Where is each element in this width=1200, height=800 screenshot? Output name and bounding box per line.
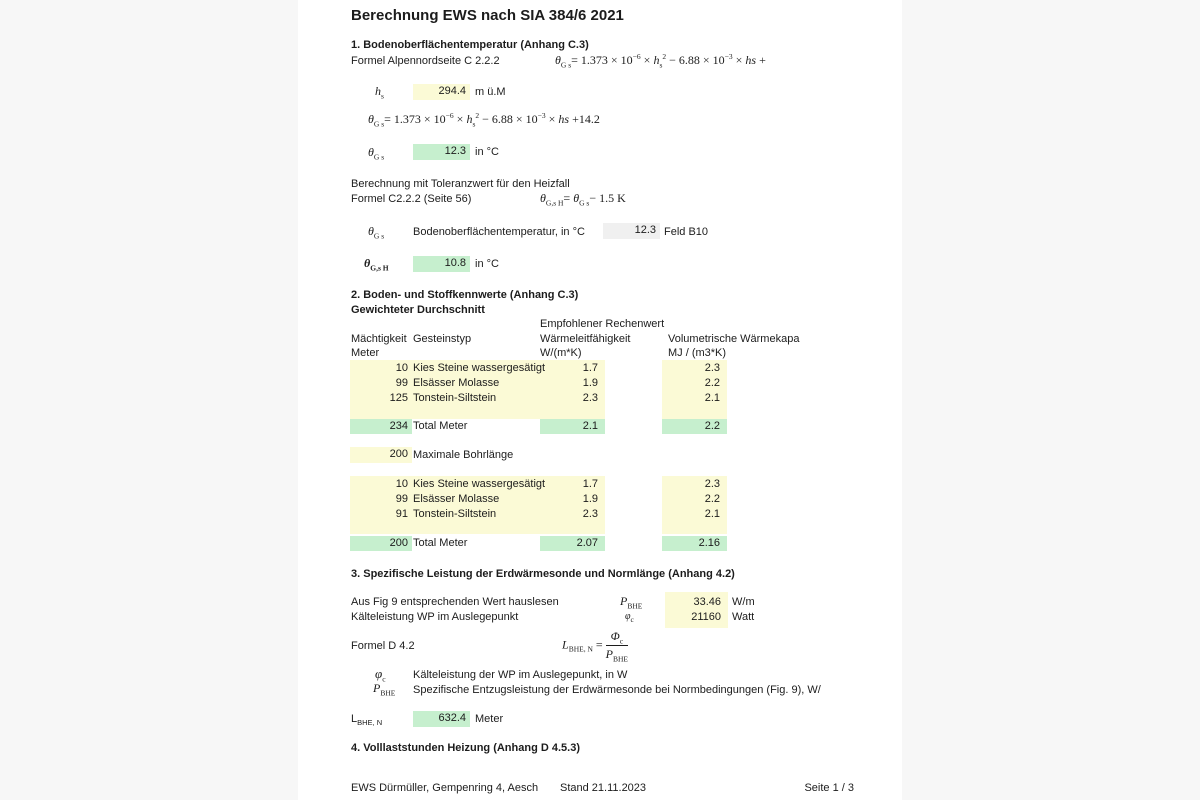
footer-date: Stand 21.11.2023 <box>560 782 647 794</box>
theta-gsh-symbol: $\theta_{G,s H}$ <box>364 256 389 273</box>
theta-gs-description: Bodenoberflächentemperatur, in °C <box>413 226 585 238</box>
theta-gs-unit: in °C <box>475 146 499 158</box>
section3-formula-label: Formel D 4.2 <box>351 640 415 652</box>
fraction-denominator: $P_{BHE}$ <box>605 647 628 664</box>
header-empfohlener-rechenwert: Empfohlener Rechenwert <box>540 318 665 330</box>
theta-gsh-unit: in °C <box>475 258 499 270</box>
conductivity-value: 2.3 <box>582 392 598 404</box>
thickness-value: 99 <box>395 377 408 389</box>
heat-capacity-value: 2.1 <box>704 392 720 404</box>
section2-subheading: Gewichteter Durchschnitt <box>351 304 485 316</box>
rock-type: Tonstein-Siltstein <box>413 508 497 520</box>
phi-value: 21160 <box>691 611 721 623</box>
formula-toleranz: $\theta_{G,s H}= \theta_{G s}- 1.5$ K <box>540 191 626 208</box>
total-conductivity-cell: 2.07 <box>540 536 605 551</box>
phi-row-label: Kälteleistung WP im Auslegepunkt <box>351 611 519 623</box>
pbhe-definition: Spezifische Entzugsleistung der Erdwärmesonde bei Normbedingungen (Fig. 9), W/ <box>413 684 821 696</box>
heat-capacity-value: 2.2 <box>704 377 720 389</box>
rock-type: Elsässer Molasse <box>413 493 500 505</box>
total-meters-cell: 200 <box>350 536 412 551</box>
total-heat-capacity-cell: 2.16 <box>662 536 727 551</box>
hs-unit: m ü.M <box>475 86 506 98</box>
conductivity-value: 1.9 <box>582 377 598 389</box>
p-bhe-symbol: $P_{BHE}$ <box>373 681 396 698</box>
conductivity-value: 1.7 <box>582 478 598 490</box>
pbhe-row-label: Aus Fig 9 entsprechenden Wert hauslesen <box>351 596 559 608</box>
l-bhen-result-cell: 632.4 <box>413 711 470 727</box>
theta-gs-symbol: $\theta_{G s}$ <box>368 145 385 162</box>
page-title: Berechnung EWS nach SIA 384/6 2021 <box>351 7 624 24</box>
theta-reference-cell: 12.3 <box>603 223 660 239</box>
toleranz-formula-label: Formel C2.2.2 (Seite 56) <box>351 193 472 205</box>
conductivity-value: 2.3 <box>582 508 598 520</box>
thickness-value: 10 <box>395 362 408 374</box>
conductivity-value: 1.9 <box>582 493 598 505</box>
theta-gsh-result-cell: 10.8 <box>413 256 470 272</box>
max-drill-length-cell: 200 <box>350 447 412 463</box>
thickness-value: 125 <box>389 392 408 404</box>
formula-norm-length: $L_{BHE, N}$ = $\frac{\Phi_c}{P_{BHE}}$ <box>562 629 628 664</box>
header-w-mk: W/(m*K) <box>540 347 582 359</box>
phi-c-symbol: $\varphi_c$ <box>375 666 386 684</box>
header-gesteinstyp: Gesteinstyp <box>413 333 472 345</box>
header-meter: Meter <box>351 347 380 359</box>
header-volumetrische-waermekapa: Volumetrische Wärmekapa <box>668 333 800 345</box>
pbhe-unit: W/m <box>732 596 755 608</box>
section1-formula-label: Formel Alpennordseite C 2.2.2 <box>351 55 500 67</box>
pbhe-value: 33.46 <box>693 596 721 608</box>
l-bhen-unit: Meter <box>475 713 504 725</box>
rock-type: Kies Steine wassergesätigt <box>413 362 546 374</box>
heat-capacity-value: 2.2 <box>704 493 720 505</box>
theta-gs-result-cell: 12.3 <box>413 144 470 160</box>
total-conductivity-cell: 2.1 <box>540 419 605 434</box>
section2-heading: 2. Boden- und Stoffkennwerte (Anhang C.3) <box>351 289 579 301</box>
theta-gs-symbol: $\theta_{G s}$ <box>368 224 385 241</box>
footer-project: EWS Dürmüller, Gempenring 4, Aesch <box>351 782 539 794</box>
phi-c-symbol: $\varphi_c$ <box>625 611 634 624</box>
total-label: Total Meter <box>413 420 468 432</box>
footer-page-number: Seite 1 / 3 <box>804 782 854 794</box>
phi-definition: Kälteleistung der WP im Auslegepunkt, in W <box>413 669 628 681</box>
total-meters-cell: 234 <box>350 419 412 434</box>
section4-heading: 4. Volllaststunden Heizung (Anhang D 4.5.3) <box>351 742 580 754</box>
fraction <box>606 629 628 662</box>
rock-type: Kies Steine wassergesätigt <box>413 478 546 490</box>
hs-symbol: $h_s$ <box>375 84 384 101</box>
thickness-value: 91 <box>395 508 408 520</box>
thickness-value: 99 <box>395 493 408 505</box>
heat-capacity-value: 2.3 <box>704 478 720 490</box>
toleranz-line: Berechnung mit Toleranzwert für den Heizfall <box>351 178 570 190</box>
thickness-value: 10 <box>395 478 408 490</box>
document-page <box>298 0 902 800</box>
phi-unit: Watt <box>732 611 755 623</box>
fraction-numerator: $\Phi_c$ <box>606 629 628 646</box>
hs-input-cell: 294.4 <box>413 84 470 100</box>
max-drill-length-label: Maximale Bohrlänge <box>413 449 514 461</box>
formula-surface-temperature-full: $\theta_{G s}= 1.373 \times 10^{-6} \times h_s^2 - 6.88 \times 10^{-3}$ × hs +14.2 <box>368 111 600 129</box>
total-label: Total Meter <box>413 537 468 549</box>
section3-heading: 3. Spezifische Leistung der Erdwärmesonde und Normlänge (Anhang 4.2) <box>351 568 735 580</box>
rock-type: Tonstein-Siltstein <box>413 392 497 404</box>
header-waermeleitfaehigkeit: Wärmeleitfähigkeit <box>540 333 631 345</box>
formula-surface-temperature: $\theta_{G s}= 1.373 \times 10^{-6} \times h_s^2 - 6.88 \times 10^{-3}$ × hs + <box>555 52 766 70</box>
total-heat-capacity-cell: 2.2 <box>662 419 727 434</box>
p-bhe-symbol: $P_{BHE}$ <box>620 594 643 611</box>
heat-capacity-value: 2.1 <box>704 508 720 520</box>
conductivity-value: 1.7 <box>582 362 598 374</box>
section1-heading: 1. Bodenoberflächentemperatur (Anhang C.3) <box>351 39 589 51</box>
rock-type: Elsässer Molasse <box>413 377 500 389</box>
l-bhen-symbol: $L_{BHE, N}$ <box>351 713 383 728</box>
heat-capacity-value: 2.3 <box>704 362 720 374</box>
header-mj-m3k: MJ / (m3*K) <box>668 347 727 359</box>
field-reference-note: Feld B10 <box>664 226 709 238</box>
header-maechtigkeit: Mächtigkeit <box>351 333 407 345</box>
